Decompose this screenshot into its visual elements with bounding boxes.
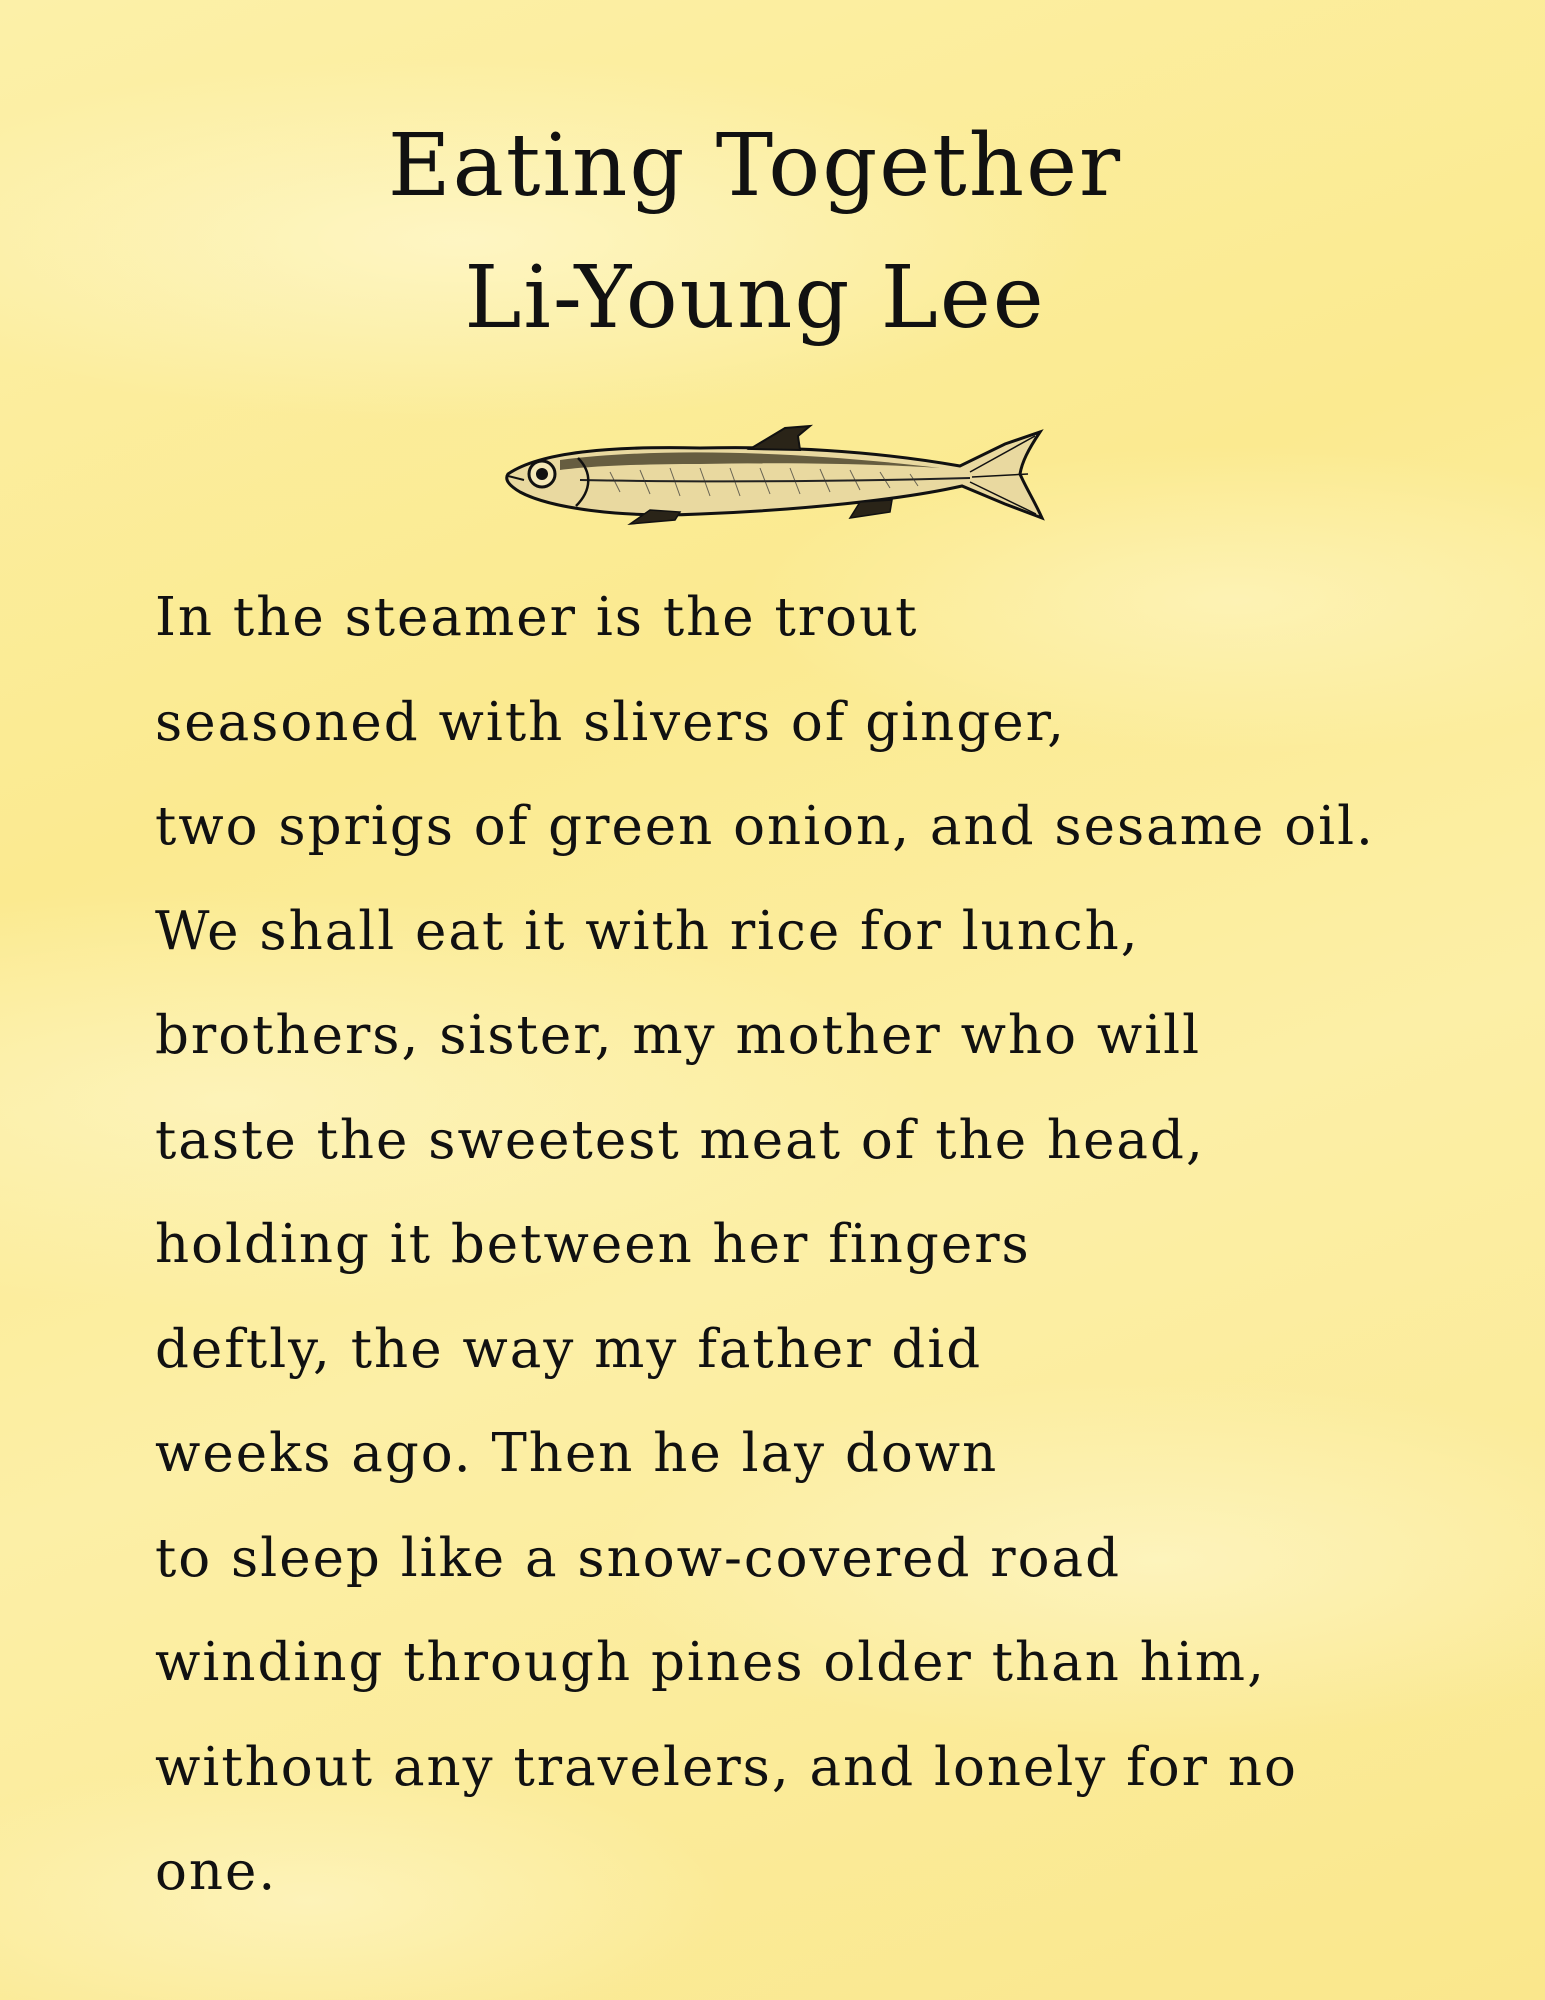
- poem-line: holding it between her fingers: [155, 1214, 1031, 1275]
- poem-line: seasoned with slivers of ginger,: [155, 691, 1066, 753]
- poem-line: without any travelers, and lonely for no: [155, 1736, 1298, 1798]
- poem-body: [155, 566, 1525, 1925]
- poem-line: two sprigs of green onion, and sesame oil.: [155, 796, 1375, 857]
- poem-line: winding through pines older than him,: [155, 1632, 1266, 1693]
- poem-line: We shall eat it with rice for lunch,: [155, 900, 1140, 962]
- poem-line: taste the sweetest meat of the head,: [155, 1109, 1205, 1171]
- fish-icon: [500, 422, 1045, 527]
- poem-header: [0, 100, 1510, 364]
- poem-line: to sleep like a snow-covered road: [155, 1527, 1122, 1589]
- poem-author: Li-Young Lee: [464, 248, 1046, 348]
- poem-line: weeks ago. Then he lay down: [155, 1423, 999, 1484]
- poem-title: Eating Together: [387, 116, 1123, 216]
- poem-line: brothers, sister, my mother who will: [155, 1005, 1202, 1066]
- poem-line: In the steamer is the trout: [155, 587, 919, 648]
- poem-line: deftly, the way my father did: [155, 1318, 983, 1380]
- poem-line: one.: [155, 1841, 278, 1902]
